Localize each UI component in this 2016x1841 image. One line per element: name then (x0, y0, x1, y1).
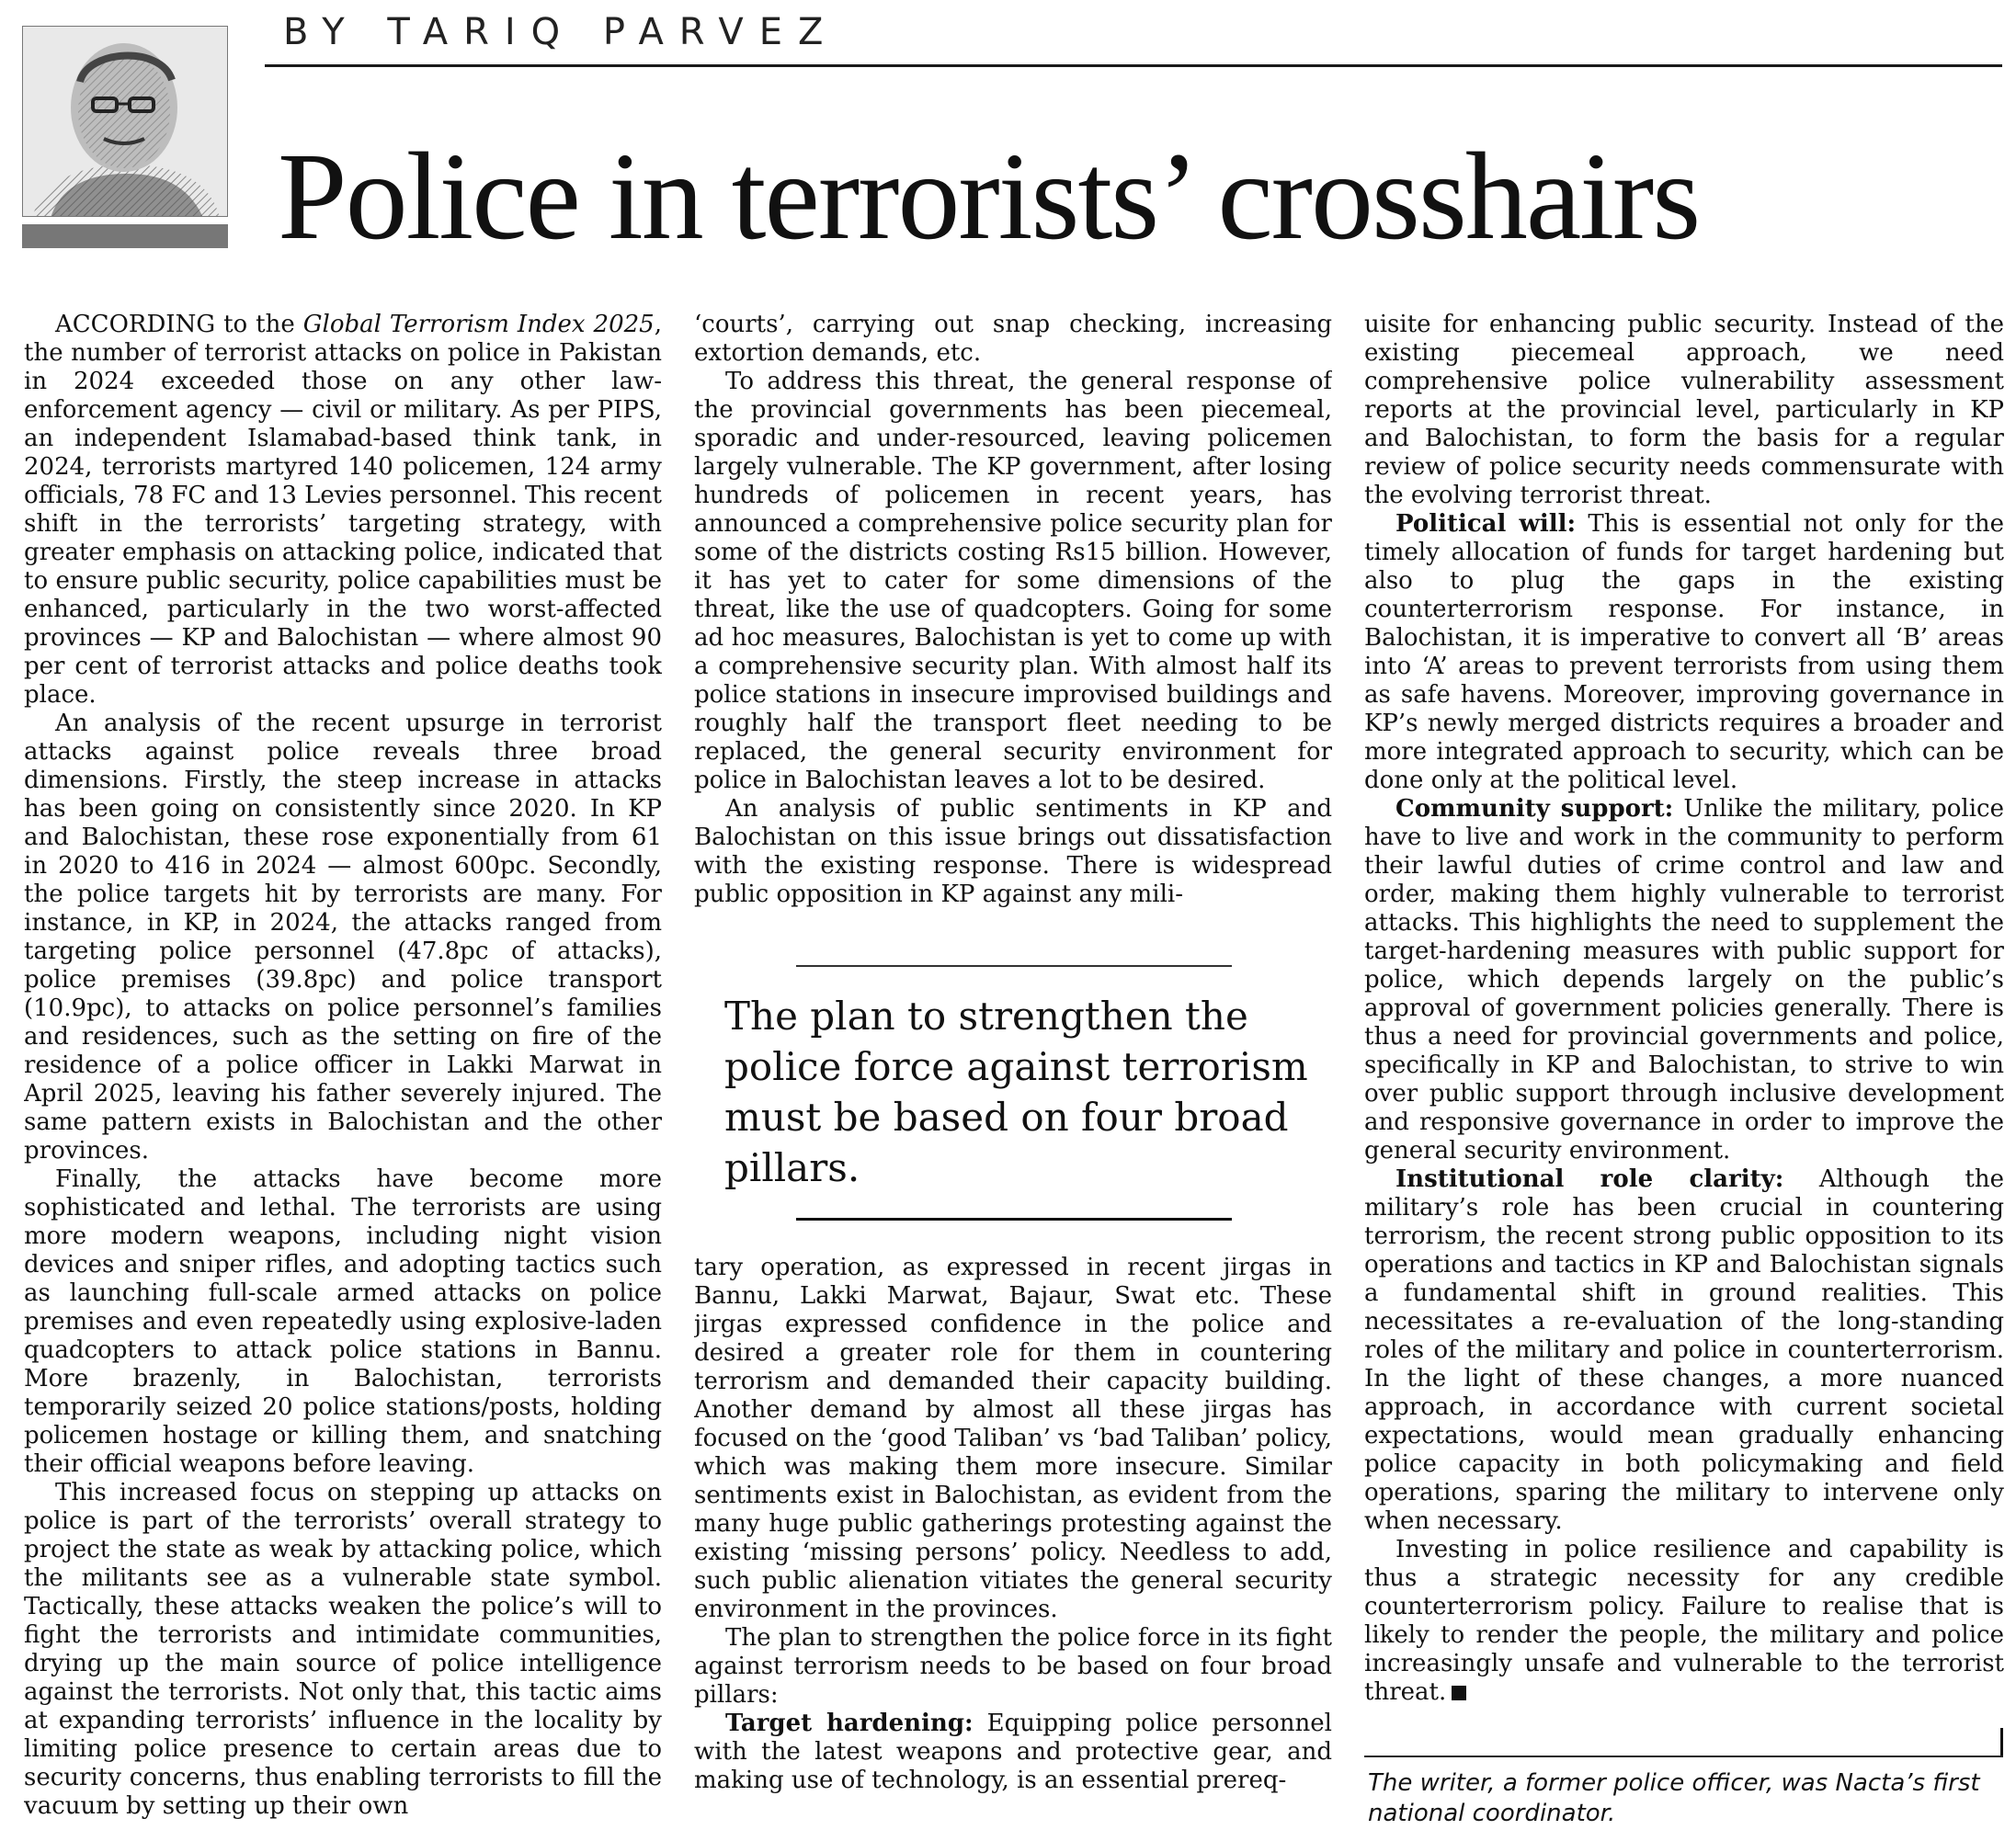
pull-quote-rule-bottom (796, 1218, 1232, 1221)
photo-caption-bar (22, 224, 228, 248)
end-mark-icon (1452, 1686, 1466, 1700)
pull-quote: The plan to strengthen the police force against terrorism must be based on four broad pillars. (724, 994, 1308, 1190)
paragraph: An analysis of the recent upsurge in terrorist attacks against police reveals three broad dimensions. Firstly, the steep increase in attacks has been going on consistently since 2020. In KP and Balochistan, these rose exponentially from 61 in 2020 to 416 in 2024 — almost 600pc. Secondly, the police targets hit by terrorists are many. For instance, in KP, in 2024, the attacks ranged from targeting police personnel (47.8pc of attacks), police premises (39.8pc) and police transport (10.9pc), to attacks on police personnel’s families and residences, such as the setting on fire of the residence of a police officer in Lakki Marwat in April 2025, leaving his father severely injured. The same pattern exists in Balochistan and the other provinces. (24, 710, 662, 1165)
paragraph: The plan to strengthen the police force in its fight against terrorism needs to be based on four broad pillars: (694, 1624, 1332, 1709)
section-label: Target hardening: (725, 1710, 974, 1737)
author-footnote: The writer, a former police officer, was Nacta’s first national coordinator. (1368, 1769, 1980, 1827)
paragraph: ‘courts’, carrying out snap checking, increasing extortion demands, etc. (694, 311, 1332, 367)
author-portrait-image (23, 27, 228, 217)
paragraph: Finally, the attacks have become more sophisticated and lethal. The terrorists are using more modern weapons, including night vision devices and sniper rifles, and adopting tactics such as launching full-scale armed attacks on police premises and even repeatedly using explosive-laden quadcopters to attack police stations in Bannu. More brazenly, in Balochistan, terrorists temporarily seized 20 police stations/posts, holding policemen hostage or killing them, and snatching their official weapons before leaving. (24, 1165, 662, 1478)
paragraph: Target hardening: Equipping police personnel with the latest weapons and protective gear, and making use of technology, is an essential prereq- (694, 1710, 1332, 1794)
byline-rule (265, 64, 2002, 67)
paragraph: To address this threat, the general response of the provincial governments has been piecemeal, sporadic and under-resourced, leaving policemen largely vulnerable. The KP government, after losing hundreds of policemen in recent years, has announced a comprehensive police security plan for some of the districts costing Rs15 billion. However, it has yet to cater for some dimensions of the threat, like the use of quadcopters. Going for some ad hoc measures, Balochistan is yet to come up with a comprehensive security plan. With almost half its police stations in insecure improvised buildings and roughly half the transport fleet needing to be replaced, the general security environment for police in Balochistan leaves a lot to be desired. (694, 368, 1332, 794)
section-label: Political will: (1395, 510, 1577, 538)
index-title: Global Terrorism Index 2025 (302, 311, 655, 338)
pull-quote-rule-top (796, 965, 1232, 967)
section-label: Community support: (1395, 795, 1674, 823)
paragraph: An analysis of public sentiments in KP and Balochistan on this issue brings out dissatisfaction with the existing response. There is widespread public opposition in KP against any mili- (694, 795, 1332, 908)
headline: Police in terrorists’ crosshairs (278, 128, 1700, 266)
paragraph: uisite for enhancing public security. Instead of the existing piecemeal approach, we need comprehensive police vulnerability assessment reports at the provincial level, particularly in KP and Balochistan, to form the basis for a regular review of police security needs commensurate with the evolving terrorist threat. (1364, 311, 2004, 509)
paragraph: Community support: Unlike the military, police have to live and work in the community to perform their lawful duties of crime control and law and order, making them highly vulnerable to terrorist attacks. This highlights the need to supplement the target-hardening measures with public support for police, which depends largely on the public’s approval of government policies generally. There is thus a need for provincial governments and police, specifically in KP and Balochistan, to strive to win over public support through inclusive development and responsive governance in order to improve the general security environment. (1364, 795, 2004, 1165)
paragraph: Investing in police resilience and capability is thus a strategic necessity for any credible counterterrorism policy. Failure to realise that is likely to render the people, the military and police increasingly unsafe and vulnerable to the terrorist threat. (1364, 1536, 2004, 1706)
paragraph: ACCORDING to the Global Terrorism Index 2025, the number of terrorist attacks on police in Pakistan in 2024 exceeded those on any other law-enforcement agency — civil or military. As per PIPS, an independent Islamabad-based think tank, in 2024, terrorists martyred 140 policemen, 124 army officials, 78 FC and 13 Levies personnel. This recent shift in the terrorists’ targeting strategy, with greater emphasis on attacking police, indicated that to ensure public security, police capabilities must be enhanced, particularly in the two worst-affected provinces — KP and Balochistan — where almost 90 per cent of terrorist attacks and police deaths took place. (24, 311, 662, 709)
article-column-2-bottom (694, 1254, 1332, 1832)
byline: BY TARIQ PARVEZ (283, 11, 839, 53)
paragraph: Political will: This is essential not only for the timely allocation of funds for target hardening but also to plug the gaps in the existing counterterrorism response. For instance, in Balochistan, it is imperative to convert all ‘B’ areas into ‘A’ areas to prevent terrorists from using them as safe havens. Moreover, improving governance in KP’s newly merged districts requires a broader and more integrated approach to security, which can be done only at the political level. (1364, 510, 2004, 794)
paragraph: Institutional role clarity: Although the military’s role has been crucial in countering terrorism, the recent strong public opposition to its operations and tactics in KP and Balochistan signals a fundamental shift in ground realities. This necessitates a re-evaluation of the long-standing roles of the military and police in counterterrorism. In the light of these changes, a more nuanced approach, in accordance with current societal expectations, would mean gradually enhancing police capacity in both policymaking and field operations, sparing the military to intervene only when necessary. (1364, 1165, 2004, 1535)
article-column-1 (24, 311, 662, 1832)
footnote-rule (1364, 1756, 2003, 1757)
author-photo (22, 26, 228, 217)
article-column-2-top (694, 311, 1332, 945)
paragraph: This increased focus on stepping up attacks on police is part of the terrorists’ overall strategy to project the state as weak by attacking police, which the militants see as a vulnerable state symbol. Tactically, these attacks weaken the police’s will to fight the terrorists and intimidate communities, drying up the main source of police intelligence against the terrorists. Not only that, this tactic aims at expanding terrorists’ influence in the locality by limiting police presence to certain areas due to security concerns, thus enabling terrorists to fill the vacuum by setting up their own (24, 1479, 662, 1820)
paragraph: tary operation, as expressed in recent jirgas in Bannu, Lakki Marwat, Bajaur, Swat etc. These jirgas expressed confidence in the police and desired a greater role for them in countering terrorism and demanded their capacity building. Another demand by almost all these jirgas has focused on the ‘good Taliban’ vs ‘bad Taliban’ policy, which was making them more insecure. Similar sentiments exist in Balochistan, as evident from the many huge public gatherings protesting against the existing ‘missing persons’ policy. Needless to add, such public alienation vitiates the general security environment in the provinces. (694, 1254, 1332, 1623)
column-divider (2000, 1728, 2003, 1757)
article-column-3 (1364, 311, 2004, 1751)
section-label: Institutional role clarity: (1395, 1165, 1784, 1193)
